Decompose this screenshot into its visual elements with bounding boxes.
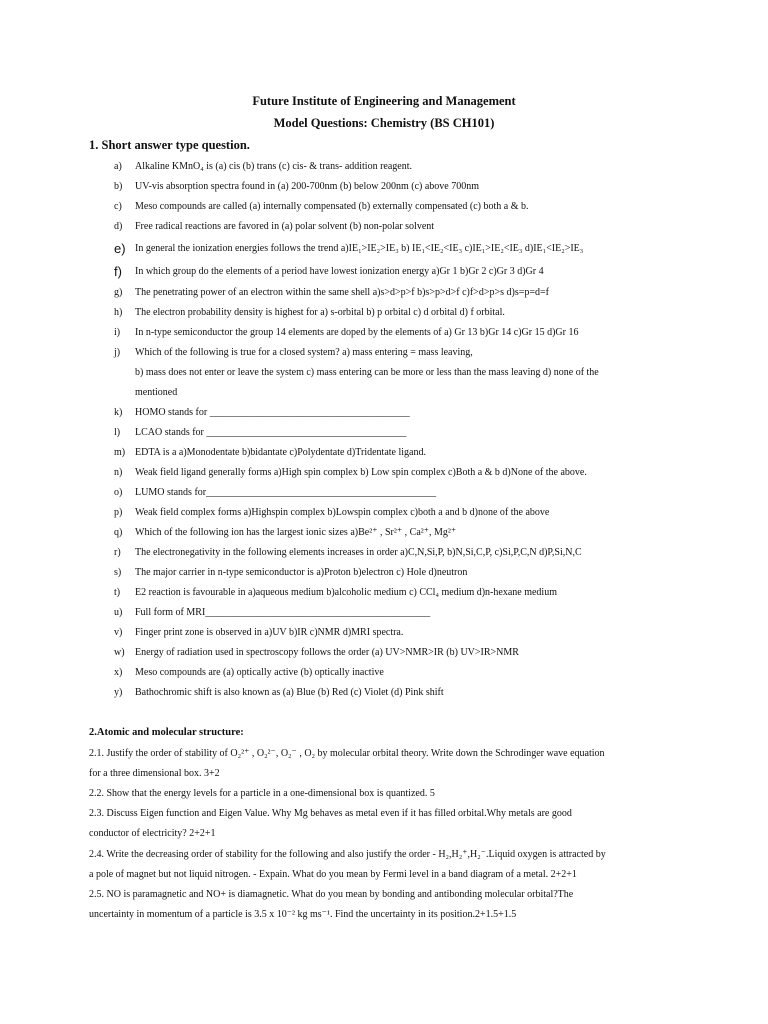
question-label: a) [114, 161, 122, 172]
question-continuation: b) mass does not enter or leave the system c) mass entering can be more or less than the mass leaving d) none of the [135, 367, 599, 378]
section-2-line: 2.5. NO is paramagnetic and NO+ is diamagnetic. What do you mean by bonding and antibonding molecular orbital?The [89, 889, 574, 900]
question-text: LCAO stands for ________________________________________ [135, 427, 407, 438]
question-label: o) [114, 487, 123, 498]
section-2-line: uncertainty in momentum of a particle is 3.5 x 10⁻² kg ms⁻¹. Find the uncertainty in its position.2+1.5+1.5 [89, 909, 517, 920]
question-label: k) [114, 407, 123, 418]
question-label: h) [114, 307, 123, 318]
question-text: E2 reaction is favourable in a)aqueous medium b)alcoholic medium c) CCl₄ medium d)n-hexane medium [135, 587, 557, 598]
question-label: e) [114, 241, 126, 256]
question-label: r) [114, 547, 121, 558]
question-text: The electron probability density is highest for a) s-orbital b) p orbital c) d orbital d) f orbital. [135, 307, 505, 318]
question-text: Alkaline KMnO₄ is (a) cis (b) trans (c) cis- & trans- addition reagent. [135, 161, 413, 172]
question-label: d) [114, 221, 123, 232]
section-2-line: conductor of electricity? 2+2+1 [89, 828, 216, 839]
question-label: m) [114, 447, 126, 458]
question-label: g) [114, 287, 123, 298]
question-text: Meso compounds are called (a) internally compensated (b) externally compensated (c) both a & b. [135, 201, 529, 212]
question-label: n) [114, 467, 123, 478]
question-label: l) [114, 427, 121, 438]
question-continuation: mentioned [135, 387, 178, 398]
question-text: In which group do the elements of a period have lowest ionization energy a)Gr 1 b)Gr 2 c)Gr 3 d)Gr 4 [135, 266, 544, 277]
question-text: Bathochromic shift is also known as (a) Blue (b) Red (c) Violet (d) Pink shift [135, 687, 444, 698]
question-label: c) [114, 201, 122, 212]
question-text: HOMO stands for ________________________________________ [135, 407, 410, 418]
question-text: The penetrating power of an electron within the same shell a)s>d>p>f b)s>p>d>f c)f>d>p>s d)s=p=d=f [135, 287, 549, 298]
question-label: j) [114, 347, 121, 358]
question-label: f) [114, 264, 122, 279]
question-label: u) [114, 607, 123, 618]
question-text: Which of the following ion has the largest ionic sizes a)Be²⁺ , Sr²⁺ , Ca²⁺, Mg²⁺ [135, 527, 457, 538]
section-1-heading: 1. Short answer type question. [89, 138, 250, 152]
section-2-heading: 2.Atomic and molecular structure: [89, 727, 244, 738]
question-label: v) [114, 627, 123, 638]
document-subtitle: Model Questions: Chemistry (BS CH101) [273, 116, 495, 130]
question-text: EDTA is a a)Monodentate b)bidantate c)Polydentate d)Tridentate ligand. [135, 447, 426, 458]
section-2-line: 2.2. Show that the energy levels for a particle in a one-dimensional box is quantized. 5 [89, 788, 435, 799]
question-text: Finger print zone is observed in a)UV b)IR c)NMR d)MRI spectra. [135, 627, 404, 638]
question-text: Meso compounds are (a) optically active (b) optically inactive [135, 667, 384, 678]
question-text: In n-type semiconductor the group 14 elements are doped by the elements of a) Gr 13 b)Gr 14 c)Gr 15 d)Gr 16 [135, 327, 579, 338]
question-label: p) [114, 507, 123, 518]
question-label: w) [114, 647, 125, 658]
question-text: Energy of radiation used in spectroscopy follows the order (a) UV>NMR>IR (b) UV>IR>NMR [135, 647, 519, 658]
question-text: In general the ionization energies follows the trend a)IE₁>IE₂>IE₃ b) IE₁<IE₂<IE₃ c)IE₁>IE₂<IE₃ d)IE₁<IE₂>IE₃ [135, 243, 584, 254]
section-2-line: 2.1. Justify the order of stability of O₂²⁺ , O₂²⁻, O₂⁻ , O₂ by molecular orbital theory. Write down the Schrodinger wave equation [89, 748, 605, 759]
question-text: UV-vis absorption spectra found in (a) 200-700nm (b) below 200nm (c) above 700nm [135, 181, 480, 192]
question-text: The major carrier in n-type semiconductor is a)Proton b)electron c) Hole d)neutron [135, 567, 468, 578]
question-text: Free radical reactions are favored in (a) polar solvent (b) non-polar solvent [135, 221, 435, 232]
institute-title: Future Institute of Engineering and Management [252, 94, 516, 108]
section-2-line: 2.3. Discuss Eigen function and Eigen Value. Why Mg behaves as metal even if it has filled orbital.Why metals are good [89, 808, 572, 819]
question-text: LUMO stands for______________________________________________ [135, 487, 437, 498]
question-label: y) [114, 687, 123, 698]
question-label: b) [114, 181, 123, 192]
question-label: x) [114, 667, 123, 678]
question-label: t) [114, 587, 121, 598]
question-label: q) [114, 527, 123, 538]
section-2-line: a pole of magnet but not liquid nitrogen. - Expain. What do you mean by Fermi level in a band diagram of a metal. 2+2+1 [89, 869, 577, 880]
question-label: i) [114, 327, 121, 338]
question-label: s) [114, 567, 122, 578]
question-text: The electronegativity in the following elements increases in order a)C,N,Si,P, b)N,Si,C,P, c)Si,P,C,N d)P,Si,N,C [135, 547, 582, 558]
section-2-line: for a three dimensional box. 3+2 [89, 768, 220, 779]
question-text: Which of the following is true for a closed system? a) mass entering = mass leaving, [135, 347, 473, 358]
question-text: Weak field complex forms a)Highspin complex b)Lowspin complex c)both a and b d)none of the above [135, 507, 550, 518]
section-2-line: 2.4. Write the decreasing order of stability for the following and also justify the order - H₂,H₂⁺,H₂⁻.Liquid oxygen is attracted by [89, 849, 606, 860]
question-text: Weak field ligand generally forms a)High spin complex b) Low spin complex c)Both a & b d)None of the above. [135, 467, 587, 478]
question-text: Full form of MRI_____________________________________________ [135, 607, 431, 618]
